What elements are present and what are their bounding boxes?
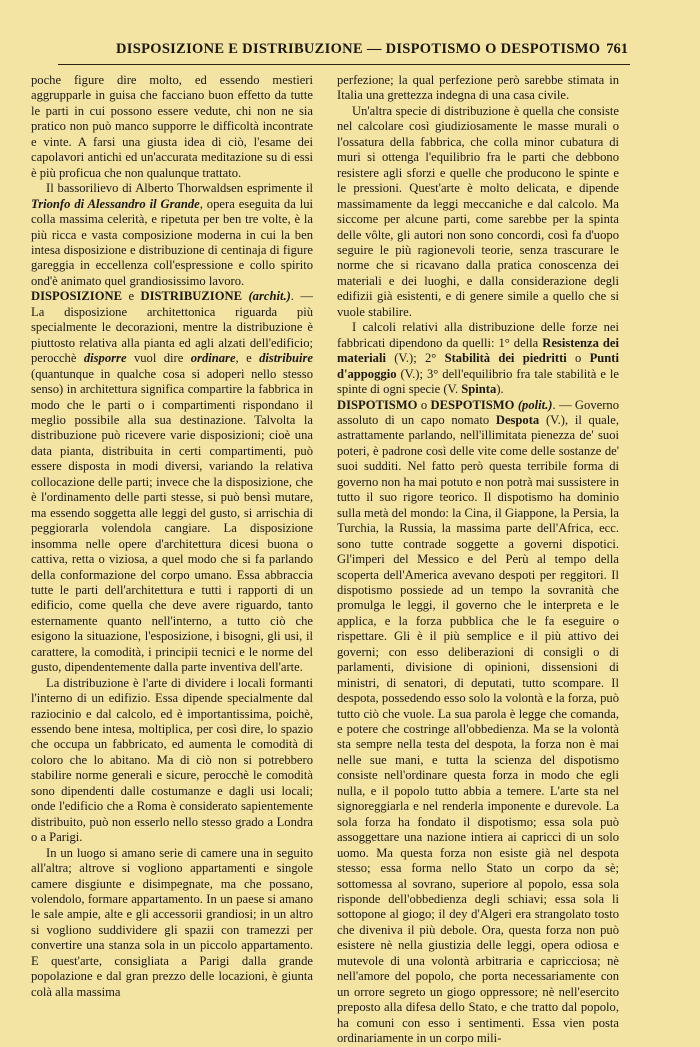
entry-headword: DISPOTISMO (337, 397, 418, 412)
cross-reference: Despota (495, 412, 540, 427)
text-run: (quantunque in qualche cosa si adoperi nello stesso senso) in architettura significa compartire la fabbrica in modo che le parti o i compartimenti rispondano il meglio possibile alla sua destinazione. Talvolta la distribuzione può ricevere varie disposizioni; cioè una data pianta, distribuita in certi compartimenti, può essere disposta in modi diversi, variando la relativa collocazione delle parti; invece che la disposizione, che è l'ordinamento delle parti stesse, si può bensì mutare, ma essendo soggetta alle leggi del gusto, si arrischia di peggiorarla volendola cangiare. La disposizione insomma nelle opere d'architettura dicesi buona o cattiva, retta o viziosa, a quel modo che si fa parlando della conformazione del corpo umano. Essa abbraccia tutte le parti dell'architettura e tutti i rapporti di un edificio, come quella che deve avere riguardo, tanto esternamente quanto nell'interno, a tutto ciò che esigono la situazione, l'esposizione, i bisogni, gli usi, il carattere, la comodità, i principii tecnici e le norme del gusto, dipendentemente dalla parte inventiva dell'arte. (31, 366, 313, 675)
paragraph (337, 320, 619, 397)
right-column (337, 73, 620, 1046)
entry-headword: DISPOSIZIONE (31, 289, 122, 304)
text-run: Il bassorilievo di Alberto Thorwaldsen esprimente il (46, 181, 313, 196)
paragraph: poche figure dire molto, ed essendo mestieri aggrupparle in guisa che facciano buon effetto da tutte le parti in cui possono essere vedute, chi non ne sia pratico non può manco supporre le difficoltà incontrate e vinte. A farsi una giusta idea di ciò, l'esame dei capolavori antichi ed un'accurata meditazione su di essi è più proficua che non qualunque trattato. (31, 73, 313, 180)
running-title: DISPOSIZIONE E DISTRIBUZIONE — DISPOTISMO O DESPOTISMO (116, 41, 601, 57)
emphasis: ordinare (190, 351, 236, 366)
paragraph: Un'altra specie di distribuzione è quella che consiste nel calcolare così giudiziosamente le masse murali o l'ossatura della fabbrica, che colla minor cubatura di muri si ottenga l'equilibrio fra le parti che debbono resistere agli sforzi e quelle che producono le spinte e le pressioni. Quest'arte è molto delicata, e dipende massimamente da leggi meccaniche e dal calcolo. Ma siccome per alcune parti, come sarebbe per la spinta delle vôlte, gli autori non sono concordi, così fa d'uopo seguire le più ragionevoli teorie, senza trascurare le norme che si ricavano dalla pratica conoscenza dei materiali e dei luoghi, e dalla considerazione degli edifizii già esistenti, e di genere simile a quello che si vuole stabilire. (337, 103, 619, 319)
text-run: o (566, 351, 590, 366)
text-run: . — Governo assoluto di un capo nomato (337, 397, 620, 427)
text-run: (V.); 3° dell'equilibrio fra tale stabilità e le spinte di ogni specie (V. (337, 366, 619, 397)
paragraph: perfezione; la qual perfezione però sarebbe stimata in Italia una grettezza indegna di una casa civile. (337, 73, 619, 103)
text-run: I calcoli relativi alla distribuzione delle forze nei fabbricati dipendono da quelli: 1° della (337, 320, 619, 350)
emphasis: distribuire (259, 351, 313, 366)
paragraph: In un luogo si amano serie di camere una in seguito all'altra; altrove si vogliono appartamenti e singole camere disgiunte e disimpegnate, ma che possano, volendolo, formare appartamento. In un paese si amano le sale ampie, alte e gli accessorii grandiosi; in un altro si vogliono suddividere gli spazii con tramezzi per convertire una stanza sola in un piccolo appartamento. E quest'arte, consigliata a Parigi dalla grande popolazione e dal gran prezzo delle locazioni, è giunta colà alla massima (31, 845, 313, 999)
cross-reference: Stabilità dei piedritti (444, 351, 567, 366)
cross-reference: Punti d'appoggio (337, 351, 619, 381)
text-run: e (122, 289, 141, 304)
text-run: o (417, 397, 431, 412)
cross-reference: Resistenza dei materiali (337, 335, 619, 366)
text-run: , e (235, 351, 260, 366)
entry-field-abbr: (archit.) (248, 289, 291, 304)
entry-paragraph (337, 398, 619, 1047)
emphasis: disporre (83, 351, 127, 366)
paragraph: La distribuzione è l'arte di dividere i locali formanti l'interno di un edifizio. Essa dipende specialmente dal raziocinio e dal calcolo, ed è importantissima, poichè, essendo bene intesa, moltiplica, per così dire, lo spazio che occupa un fabbricato, ed aumenta le comodità di coloro che lo abitano. Ma di ciò non si potrebbero stabilire norme generali e sicure, perocchè le comodità sono dipendenti dalle costumanze e dagli usi locali; onde l'edificio che a Roma è considerato sapientemente distribuito, può non esserlo nello stesso grado a Londra o a Parigi. (31, 675, 313, 845)
text-run: . — La disposizione architettonica riguarda più specialmente le decorazioni, mentre la distribuzione è piuttosto relativa alla pianta ed agli alzati dell'edificio; perocchè (31, 289, 313, 366)
entry-headword: DESPOTISMO (430, 397, 515, 412)
page-number: 761 (606, 41, 628, 57)
paragraph (31, 181, 313, 289)
entry-paragraph (31, 289, 313, 675)
text-run: vuol dire (126, 351, 191, 366)
text-run: , opera eseguita da lui colla massima celerità, e ripetuta per ben tre volte, è la più ricca e vasta composizione moderna in cui la ben intesa disposizione e distribuzione di centinaja di figure gareggia in eccellenza coll'espressione e collo spirito ond'è animato quel grandiosissimo lavoro. (31, 196, 314, 288)
artwork-title: Trionfo di Alessandro il Grande (31, 196, 200, 211)
page-header (58, 38, 630, 65)
left-column (31, 73, 314, 999)
text-run: (V.), il quale, astrattamente parlando, nell'illimitata pienezza de' suoi poteri, è padrone così delle vite come delle sostanze de' suoi sudditi. Nel fatto però questa terribile forma di governo non ha mai potuto e non potrà mai sussistere in tutto il suo rigore teorico. Il dispotismo ha dominio sulla metà del mondo: la Cina, il Giappone, la Persia, la Turchia, la Russia, la massima parte dell'Africa, ecc. sono tutte contrade soggette a governi dispotici. Gl'imperi del Messico e del Perù al tempo della scoperta dell'America avevano despoti per reggitori. Il dispotismo possiede ad un tempo la sovranità che promulga le leggi, il governo che le interpreta e le applica, e la forza pubblica che le fa eseguire o rispettare. Gli è il più semplice e il più attivo dei governi; con esso deliberazioni di consigli o di parlamenti, divisione di opinioni, dissensioni di ministri, di senatori, di deputati, tutto scompare. Il despota, possedendo esso solo la volontà e la forza, può tutto ciò che vuole. La sua parola è legge che comanda, e potere che costringe all'obbedienza. Ma se la volontà sta sempre nella testa del despota, la forza non è mai nelle sue mani, e tutta la scienza del dispotismo consiste nell'ordinare questa forza in modo che egli nulla, e il popolo tutto abbia a temere. L'arte sta nel signoreggiarla e nel renderla imponente e durevole. La sola forza ha fondato il dispotismo; essa sola può assoggettare una nazione intiera ai capricci di un solo uomo. Ma questa forza non esiste già nel despota stesso; essa forma nello Stato un corpo da sè; sottomessa al sovrano, superiore al popolo, essa sola risponde dell'obbedienza degli schiavi; essa sola li sottopone al giogo; il dey d'Algeri era strangolato tosto che diveniva il più debole. Ora, questa forza non può esistere nè nella giustizia delle leggi, opera odiosa e mutevole di una volontà arbitraria e capricciosa; nè nell'amore del popolo, che porta necessariamente con un orrore segreto un giogo oppressore; nè nell'esercito preposto alla difesa dello Stato, e che tratto dal popolo, ha comuni con esso i sentimenti. Essa vien posta ordinariamente in un corpo mili- (337, 412, 619, 1046)
text-run: ). (496, 382, 504, 397)
entry-headword: DISTRIBUZIONE (140, 289, 242, 304)
text-run: (V.); 2° (385, 351, 445, 366)
entry-field-abbr: (polit.) (517, 397, 553, 412)
cross-reference: Spinta (461, 382, 497, 397)
